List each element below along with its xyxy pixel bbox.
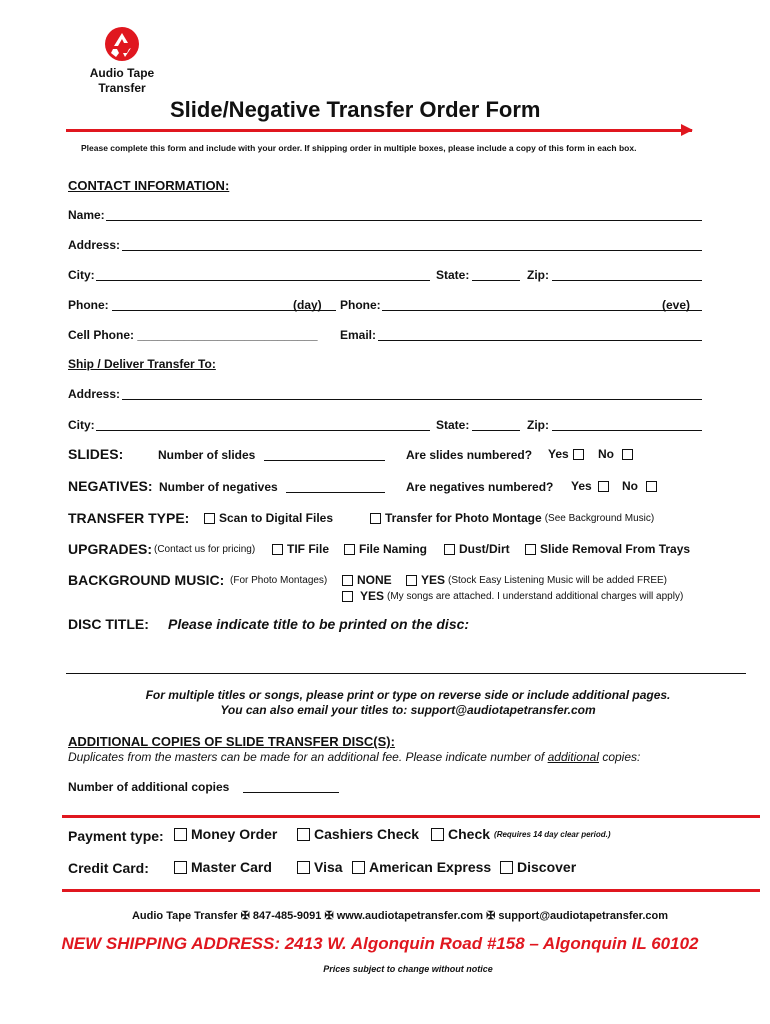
check-option — [431, 826, 611, 842]
negatives-number-label: Number of negatives — [159, 480, 278, 494]
amex-option — [352, 859, 491, 875]
footer-phone: 847-485-9091 — [252, 910, 322, 922]
disc-title-label: DISC TITLE: — [68, 616, 149, 632]
music-stock-label: YES — [421, 573, 446, 587]
mastercard-label: Master Card — [191, 859, 272, 875]
title-rule — [66, 129, 692, 132]
name-field[interactable] — [106, 220, 702, 221]
mastercard-checkbox[interactable] — [174, 861, 187, 874]
photo-montage-note: (See Background Music) — [544, 512, 655, 524]
contact-heading: CONTACT INFORMATION: — [68, 178, 230, 193]
payment-label: Payment type: — [68, 828, 164, 844]
zip-label: Zip: — [527, 268, 549, 282]
ship-zip-field[interactable] — [552, 430, 702, 431]
bullet-icon: ✠ — [486, 910, 496, 922]
check-note: (Requires 14 day clear period.) — [494, 829, 611, 839]
upgrade-removal-option — [525, 542, 690, 556]
music-note: (For Photo Montages) — [230, 575, 328, 586]
discover-option — [500, 859, 576, 875]
music-stock-option — [406, 573, 667, 587]
photo-montage-label: Transfer for Photo Montage — [385, 511, 542, 525]
discover-label: Discover — [517, 859, 577, 875]
negatives-numbered-question: Are negatives numbered? — [406, 480, 554, 494]
disc-note-1: For multiple titles or songs, please print or type on reverse side or include additional pages. — [145, 688, 671, 702]
credit-card-label: Credit Card: — [68, 860, 149, 876]
footer-contact — [0, 909, 770, 922]
upgrade-naming-checkbox[interactable] — [344, 544, 355, 555]
address-label: Address: — [68, 238, 121, 252]
state-field[interactable] — [472, 280, 520, 281]
negatives-number-field[interactable] — [286, 492, 385, 493]
email-label: Email: — [340, 328, 377, 342]
mastercard-option — [174, 859, 272, 875]
phone-day-label: Phone: — [68, 298, 109, 312]
copies-desc-pre: Duplicates from the masters can be made for an additional fee. Please indicate number of — [68, 750, 548, 764]
zip-field[interactable] — [552, 280, 702, 281]
ship-city-field[interactable] — [96, 430, 430, 431]
city-label: City: — [68, 268, 95, 282]
ship-state-field[interactable] — [472, 430, 520, 431]
music-stock-checkbox[interactable] — [406, 575, 417, 586]
copies-desc-post: copies: — [598, 750, 641, 764]
disc-note-2: You can also email your titles to: support@audiotapetransfer.com — [220, 703, 596, 717]
payment-top-rule — [62, 815, 760, 818]
check-label: Check — [448, 826, 491, 842]
music-own-checkbox[interactable] — [342, 591, 353, 602]
logo — [78, 26, 166, 98]
scan-digital-checkbox[interactable] — [204, 513, 215, 524]
disc-title-field[interactable] — [66, 673, 746, 674]
music-none-checkbox[interactable] — [342, 575, 353, 586]
cashiers-check-option — [297, 826, 419, 842]
ship-address-label: Address: — [68, 387, 121, 401]
upgrades-note: (Contact us for pricing) — [154, 544, 256, 555]
ship-city-label: City: — [68, 418, 95, 432]
slides-no-label: No — [598, 447, 614, 461]
amex-checkbox[interactable] — [352, 861, 365, 874]
copies-description — [68, 750, 640, 764]
check-checkbox[interactable] — [431, 828, 444, 841]
arrow-icon — [681, 124, 693, 136]
recycle-icon — [104, 26, 140, 62]
slides-no-option — [598, 447, 637, 461]
transfer-type-label: TRANSFER TYPE: — [68, 510, 190, 526]
slides-label: SLIDES: — [68, 446, 124, 462]
cell-phone-field[interactable]: Cell Phone: ___________________________ — [68, 328, 318, 342]
address-field[interactable] — [122, 250, 702, 251]
negatives-yes-checkbox[interactable] — [598, 481, 609, 492]
logo-text-line2: Transfer — [98, 81, 146, 95]
ship-address-field[interactable] — [122, 399, 702, 400]
upgrade-dust-label: Dust/Dirt — [459, 542, 510, 556]
scan-digital-label: Scan to Digital Files — [219, 511, 334, 525]
page-title: Slide/Negative Transfer Order Form — [170, 97, 541, 122]
music-own-label: YES — [360, 589, 385, 603]
disc-title-prompt: Please indicate title to be printed on the disc: — [168, 616, 470, 632]
payment-bottom-rule — [62, 889, 760, 892]
upgrade-tif-option — [272, 542, 329, 556]
shipping-address: NEW SHIPPING ADDRESS: 2413 W. Algonquin Road #158 – Algonquin IL 60102 — [61, 934, 699, 953]
copies-number-field[interactable] — [243, 792, 339, 793]
photo-montage-checkbox[interactable] — [370, 513, 381, 524]
copies-heading: ADDITIONAL COPIES OF SLIDE TRANSFER DISC(S): — [68, 734, 395, 749]
footer-company: Audio Tape Transfer — [131, 910, 238, 922]
city-field[interactable] — [96, 280, 430, 281]
slides-numbered-question: Are slides numbered? — [406, 448, 533, 462]
slides-yes-checkbox[interactable] — [573, 449, 584, 460]
ship-heading: Ship / Deliver Transfer To: — [68, 357, 216, 371]
upgrade-removal-checkbox[interactable] — [525, 544, 536, 555]
intro-text: Please complete this form and include with your order. If shipping order in multiple boxes, please include a copy of this form in each box. — [81, 143, 637, 153]
money-order-option — [174, 826, 277, 842]
negatives-no-option — [622, 479, 661, 493]
cashiers-check-checkbox[interactable] — [297, 828, 310, 841]
upgrade-tif-label: TIF File — [287, 542, 329, 556]
music-none-option — [342, 573, 392, 587]
slides-yes-option — [548, 447, 588, 461]
photo-montage-option — [370, 511, 654, 525]
upgrade-tif-checkbox[interactable] — [272, 544, 283, 555]
upgrade-removal-label: Slide Removal From Trays — [540, 542, 691, 556]
visa-label: Visa — [314, 859, 343, 875]
prices-note: Prices subject to change without notice — [323, 964, 493, 974]
negatives-yes-option — [571, 479, 613, 493]
copies-number-label: Number of additional copies — [68, 780, 230, 794]
slides-no-checkbox[interactable] — [622, 449, 633, 460]
slides-yes-label: Yes — [548, 447, 569, 461]
negatives-yes-label: Yes — [571, 479, 592, 493]
discover-checkbox[interactable] — [500, 861, 513, 874]
state-label: State: — [436, 268, 470, 282]
music-own-option — [342, 589, 683, 603]
negatives-no-checkbox[interactable] — [646, 481, 657, 492]
upgrade-naming-label: File Naming — [359, 542, 428, 556]
cashiers-check-label: Cashiers Check — [314, 826, 420, 842]
upgrade-dust-checkbox[interactable] — [444, 544, 455, 555]
email-field[interactable] — [378, 340, 702, 341]
music-label: BACKGROUND MUSIC: — [68, 572, 225, 588]
upgrade-naming-option — [344, 542, 427, 556]
negatives-label: NEGATIVES: — [68, 478, 153, 494]
ship-zip-label: Zip: — [527, 418, 549, 432]
slides-number-label: Number of slides — [158, 448, 256, 462]
eve-label: (eve) — [662, 298, 691, 312]
visa-option — [297, 859, 343, 875]
phone-eve-field[interactable] — [382, 310, 702, 311]
negatives-no-label: No — [622, 479, 638, 493]
bullet-icon: ✠ — [324, 910, 334, 922]
money-order-label: Money Order — [191, 826, 278, 842]
logo-text-line1: Audio Tape — [89, 66, 155, 80]
upgrades-label: UPGRADES: — [68, 541, 153, 557]
scan-digital-option — [204, 511, 333, 525]
music-own-note: (My songs are attached. I understand additional charges will apply) — [387, 590, 684, 602]
bullet-icon: ✠ — [240, 910, 250, 922]
amex-label: American Express — [369, 859, 492, 875]
name-label: Name: — [68, 208, 105, 222]
visa-checkbox[interactable] — [297, 861, 310, 874]
ship-state-label: State: — [436, 418, 470, 432]
copies-desc-underlined: additional — [547, 750, 599, 764]
phone-eve-label: Phone: — [340, 298, 381, 312]
money-order-checkbox[interactable] — [174, 828, 187, 841]
slides-number-field[interactable] — [264, 460, 385, 461]
upgrade-dust-option — [444, 542, 510, 556]
footer-email-link[interactable]: support@audiotapetransfer.com — [498, 910, 669, 922]
footer-website-link[interactable]: www.audiotapetransfer.com — [336, 910, 484, 922]
day-label: (day) — [293, 298, 322, 312]
music-none-label: NONE — [357, 573, 392, 587]
music-stock-note: (Stock Easy Listening Music will be added FREE) — [448, 574, 667, 586]
